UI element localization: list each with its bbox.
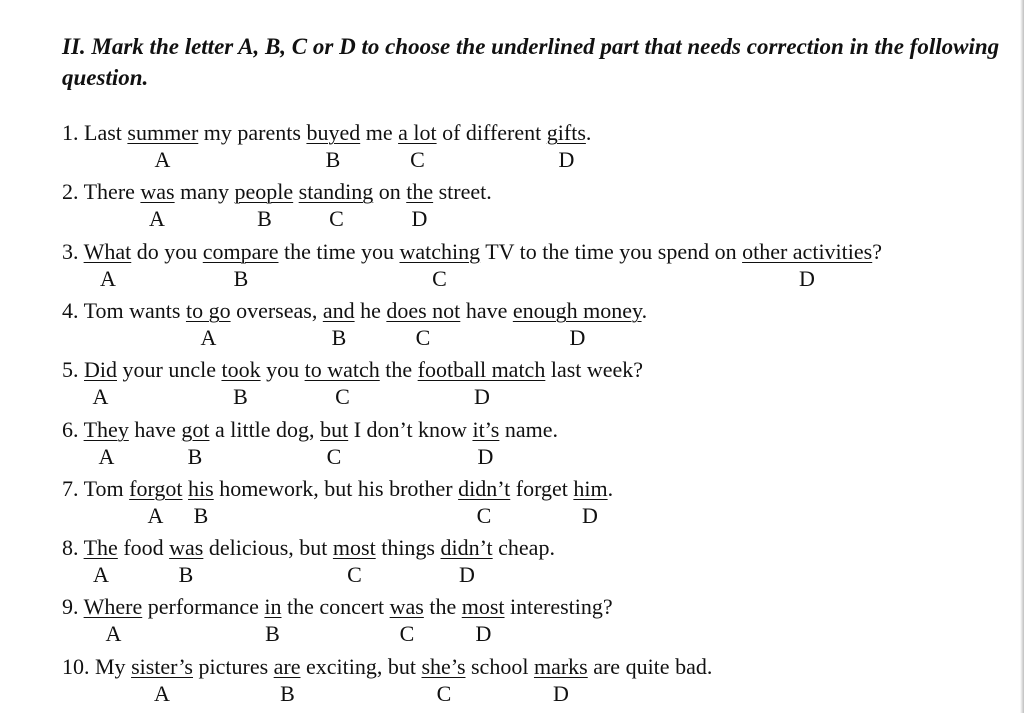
question-item: [0, 120, 1024, 180]
question-sentence: [62, 179, 492, 205]
question-number: 2.: [62, 179, 79, 205]
underlined-option-text[interactable]: took: [221, 357, 261, 383]
question-number: 6.: [62, 416, 79, 442]
question-sentence: [62, 417, 558, 443]
option-label-d[interactable]: D: [558, 147, 575, 172]
underlined-option-text[interactable]: most: [461, 594, 505, 620]
sentence-text: interesting?: [504, 594, 613, 620]
sentence-text: cheap.: [492, 535, 555, 561]
underlined-option-text[interactable]: What: [83, 238, 132, 264]
option-label-a[interactable]: A: [149, 206, 165, 232]
sentence-text: My: [95, 653, 132, 679]
option-label-a[interactable]: A: [100, 265, 116, 291]
option-label-d[interactable]: D: [582, 502, 598, 528]
option-label-d[interactable]: D: [569, 324, 586, 350]
question-sentence: [62, 654, 712, 680]
question-sentence: [62, 298, 647, 324]
sentence-text: Last: [84, 120, 128, 145]
question-sentence: [62, 239, 882, 265]
question-sentence: [62, 120, 591, 146]
question-item: [0, 179, 1024, 239]
option-label-b[interactable]: B: [325, 147, 341, 172]
underlined-option-text[interactable]: Did: [84, 357, 117, 383]
underlined-option-text[interactable]: does not: [386, 297, 461, 323]
underlined-option-text[interactable]: didn’t: [440, 535, 493, 561]
sentence-text: Tom: [83, 475, 130, 501]
question-item: [0, 239, 1024, 299]
sentence-text: have: [460, 297, 513, 323]
sentence-text: have: [128, 416, 182, 442]
sentence-text: .: [585, 120, 592, 145]
option-label-c[interactable]: C: [326, 443, 342, 469]
underlined-option-text[interactable]: They: [83, 416, 129, 442]
underlined-option-text[interactable]: other activities: [742, 238, 873, 264]
question-number: 4.: [62, 297, 79, 323]
underlined-option-text[interactable]: compare: [202, 238, 279, 264]
sentence-text: me: [360, 120, 399, 145]
sentence-text: TV to the time you spend on: [480, 238, 743, 264]
option-label-a[interactable]: A: [154, 147, 171, 172]
question-item: [0, 654, 1024, 714]
option-label-c[interactable]: C: [436, 680, 452, 706]
option-label-b[interactable]: B: [193, 502, 209, 528]
option-label-d[interactable]: D: [474, 384, 490, 410]
underlined-option-text[interactable]: was: [389, 594, 424, 620]
underlined-option-text[interactable]: summer: [127, 120, 199, 145]
underlined-option-text[interactable]: gifts: [546, 120, 586, 145]
option-label-a[interactable]: A: [93, 562, 109, 588]
option-label-d[interactable]: D: [411, 206, 428, 232]
option-label-a[interactable]: A: [154, 680, 170, 706]
underlined-option-text[interactable]: buyed: [306, 120, 361, 145]
underlined-option-text[interactable]: marks: [533, 653, 588, 679]
instruction-heading: II. Mark the letter A, B, C or D to choose the underlined part that needs correction in the following question.: [62, 34, 1000, 90]
underlined-option-text[interactable]: Where: [83, 594, 143, 620]
option-label-c[interactable]: C: [432, 265, 447, 291]
sentence-text: school: [465, 653, 534, 679]
sentence-text: homework, but his brother: [213, 475, 459, 501]
option-label-b[interactable]: B: [178, 562, 194, 588]
option-label-d[interactable]: D: [475, 621, 492, 647]
underlined-option-text[interactable]: are: [273, 653, 301, 679]
sentence-text: ?: [872, 238, 882, 264]
option-label-b[interactable]: B: [187, 443, 203, 469]
option-label-b[interactable]: B: [331, 324, 347, 350]
option-label-c[interactable]: C: [410, 147, 425, 172]
underlined-option-text[interactable]: a lot: [398, 120, 437, 145]
underlined-option-text[interactable]: didn’t: [458, 475, 511, 501]
underlined-option-text[interactable]: most: [332, 535, 376, 561]
option-label-b[interactable]: B: [257, 206, 272, 232]
sentence-text: .: [641, 297, 648, 323]
sentence-text: on: [373, 179, 407, 205]
question-number: 1.: [62, 120, 79, 145]
underlined-option-text[interactable]: the: [406, 179, 434, 205]
question-number: 10.: [62, 653, 90, 679]
question-item: [0, 357, 1024, 417]
underlined-option-text[interactable]: him: [573, 475, 608, 501]
underlined-option-text[interactable]: sister’s: [131, 653, 193, 679]
sentence-text: are quite bad.: [587, 653, 713, 679]
sentence-text: name.: [499, 416, 559, 442]
underlined-option-text[interactable]: in: [264, 594, 282, 620]
question-item: [0, 535, 1024, 595]
option-label-c[interactable]: C: [476, 502, 492, 528]
question-number: 5.: [62, 357, 79, 383]
underlined-option-text[interactable]: was: [169, 535, 204, 561]
sentence-text: Tom wants: [83, 297, 186, 323]
option-label-c[interactable]: C: [399, 621, 415, 647]
option-label-b[interactable]: B: [265, 621, 280, 647]
underlined-option-text[interactable]: it’s: [472, 416, 500, 442]
option-label-a[interactable]: A: [200, 324, 217, 350]
option-label-a[interactable]: A: [92, 384, 109, 410]
question-sentence: [62, 594, 613, 620]
sentence-text: performance: [142, 594, 265, 620]
sentence-text: he: [354, 297, 387, 323]
sentence-text: the time you: [278, 238, 400, 264]
option-label-d[interactable]: D: [799, 265, 815, 291]
sentence-text: delicious, but: [203, 535, 333, 561]
underlined-option-text[interactable]: his: [188, 475, 214, 501]
underlined-option-text[interactable]: got: [181, 416, 210, 442]
option-label-c[interactable]: C: [335, 384, 350, 410]
sentence-text: the concert: [281, 594, 390, 620]
sentence-text: There: [83, 179, 141, 205]
option-label-d[interactable]: D: [477, 443, 494, 469]
underlined-option-text[interactable]: football match: [417, 357, 546, 383]
underlined-option-text[interactable]: standing: [298, 179, 374, 205]
underlined-option-text[interactable]: she’s: [421, 653, 466, 679]
sentence-text: food: [117, 535, 170, 561]
underlined-option-text[interactable]: The: [83, 535, 118, 561]
question-item: [0, 417, 1024, 477]
question-item: [0, 298, 1024, 358]
sentence-text: your uncle: [117, 357, 222, 383]
sentence-text: overseas,: [230, 297, 323, 323]
underlined-option-text[interactable]: enough money: [512, 297, 642, 323]
sentence-text: forget: [510, 475, 574, 501]
question-sentence: [62, 476, 613, 502]
sentence-text: I don’t know: [348, 416, 473, 442]
page-edge-shadow: [1020, 0, 1024, 713]
sentence-text: .: [607, 475, 614, 501]
sentence-text: a little dog,: [209, 416, 321, 442]
underlined-option-text[interactable]: to go: [185, 297, 231, 323]
sentence-text: exciting, but: [300, 653, 422, 679]
underlined-option-text[interactable]: people: [234, 179, 294, 205]
sentence-text: the: [379, 357, 418, 383]
sentence-text: you: [260, 357, 305, 383]
sentence-text: the: [423, 594, 462, 620]
sentence-text: things: [375, 535, 441, 561]
option-label-a[interactable]: A: [98, 443, 115, 469]
option-label-c[interactable]: C: [347, 562, 362, 588]
sentence-text: street.: [433, 179, 492, 205]
option-label-b[interactable]: B: [233, 384, 248, 410]
option-label-b[interactable]: B: [233, 265, 249, 291]
question-item: [0, 476, 1024, 536]
underlined-option-text[interactable]: forgot: [129, 475, 183, 501]
underlined-option-text[interactable]: to watch: [304, 357, 380, 383]
question-sentence: [62, 357, 643, 383]
option-label-c[interactable]: C: [415, 324, 431, 350]
sentence-text: pictures: [193, 653, 274, 679]
underlined-option-text[interactable]: but: [320, 416, 349, 442]
option-label-b[interactable]: B: [280, 680, 295, 706]
question-number: 9.: [62, 594, 79, 620]
sentence-text: my parents: [198, 120, 307, 145]
sentence-text: many: [174, 179, 235, 205]
question-number: 3.: [62, 238, 79, 264]
option-label-d[interactable]: D: [459, 562, 475, 588]
option-label-a[interactable]: A: [147, 502, 164, 528]
option-label-c[interactable]: C: [329, 206, 344, 232]
question-item: [0, 594, 1024, 654]
question-sentence: [62, 535, 555, 561]
sentence-text: last week?: [545, 357, 644, 383]
question-number: 8.: [62, 535, 79, 561]
option-label-a[interactable]: A: [105, 621, 122, 647]
sentence-text: of different: [436, 120, 547, 145]
option-label-d[interactable]: D: [553, 680, 569, 706]
sentence-text: do you: [131, 238, 203, 264]
underlined-option-text[interactable]: watching: [399, 238, 481, 264]
underlined-option-text[interactable]: and: [322, 297, 355, 323]
underlined-option-text[interactable]: was: [140, 179, 175, 205]
question-number: 7.: [62, 475, 79, 501]
